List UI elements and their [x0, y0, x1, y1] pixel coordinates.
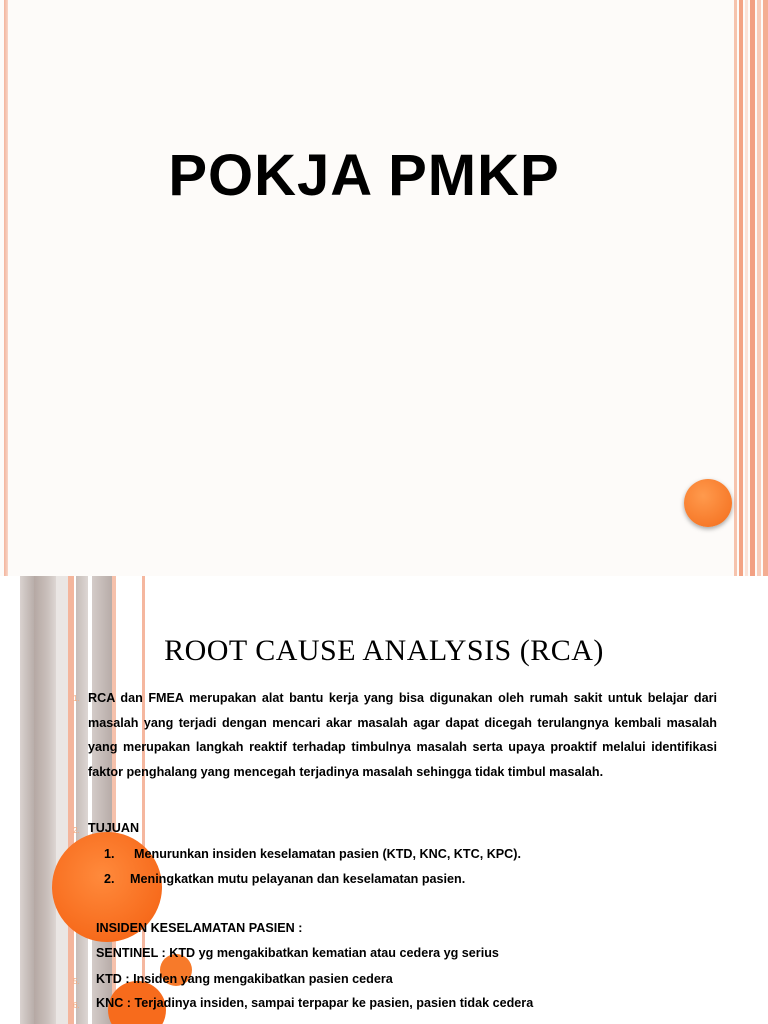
list-marker-5: 5. — [73, 977, 80, 986]
slide-2-title: ROOT CAUSE ANALYSIS (RCA) — [164, 634, 604, 667]
insiden-heading: INSIDEN KESELAMATAN PASIEN : — [96, 921, 303, 935]
slide-1-title: POKJA PMKP — [168, 143, 560, 208]
slide-2 — [0, 576, 768, 1024]
tujuan-sub-item-1: Menurunkan insiden keselamatan pasien (KTD, KNC, KTC, KPC). — [134, 847, 521, 861]
right-decorative-stripes — [734, 0, 768, 576]
list-marker-2: 2. — [73, 826, 80, 835]
list-marker-6: 6. — [73, 1001, 80, 1010]
ktd-line: KTD : Insiden yang mengakibatkan pasien cedera — [96, 972, 393, 986]
tujuan-sub-number-1: 1. — [104, 847, 115, 861]
tujuan-heading: TUJUAN — [88, 821, 140, 835]
rca-description-paragraph: RCA dan FMEA merupakan alat bantu kerja yang bisa digunakan oleh rumah sakit untuk belajar dari masalah yang terjadi dengan mencari akar masalah agar dapat dicegah terulangnya kembali masalah yang merupakan langkah reaktif terhadap timbulnya masalah serta upaya proaktif melalui identifikasi faktor penghalang yang mencegah terjadinya masalah sehingga tidak timbul masalah. — [88, 691, 717, 779]
list-marker-1: 1. — [73, 694, 80, 703]
sentinel-line: SENTINEL : KTD yg mengakibatkan kematian atau cedera yg serius — [96, 946, 499, 960]
tujuan-sub-number-2: 2. — [104, 872, 115, 886]
orange-circle-decoration — [684, 479, 732, 527]
knc-line: KNC : Terjadinya insiden, sampai terpapar ke pasien, pasien tidak cedera — [96, 996, 534, 1010]
tujuan-sub-item-2: Meningkatkan mutu pelayanan dan keselamatan pasien. — [130, 872, 466, 886]
left-edge-stripe — [4, 0, 8, 576]
